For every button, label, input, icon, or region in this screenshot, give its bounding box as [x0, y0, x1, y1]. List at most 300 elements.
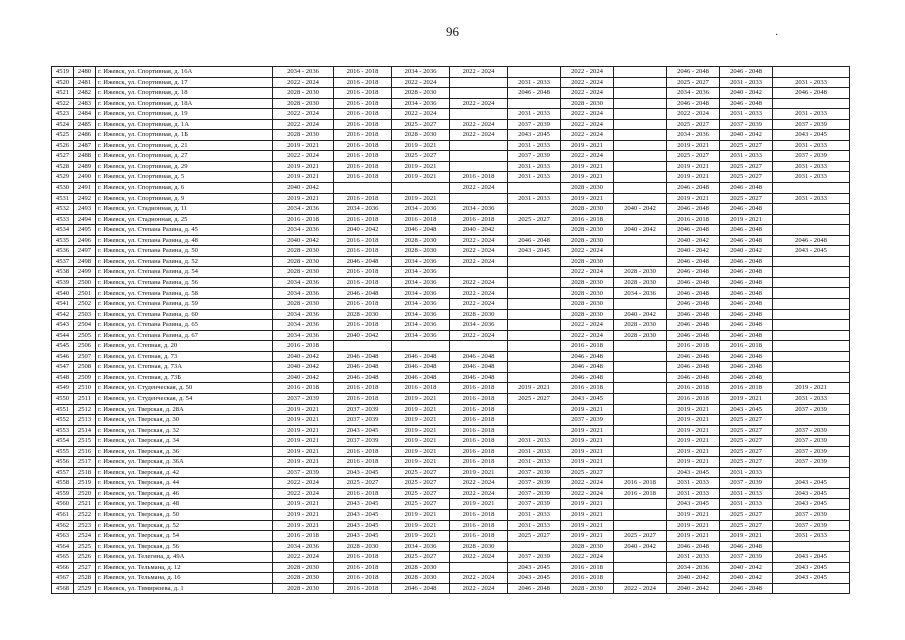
- period-cell: 2031 - 2033: [720, 109, 773, 120]
- row-number-cell: 2528: [74, 573, 96, 584]
- period-cell: 2022 - 2024: [561, 330, 614, 341]
- period-cell: 2016 - 2018: [334, 246, 392, 257]
- period-cell: 2046 - 2048: [720, 362, 773, 373]
- period-cell: [614, 109, 667, 120]
- row-number-cell: 2523: [74, 520, 96, 531]
- period-cell: 2040 - 2042: [720, 130, 773, 141]
- address-cell: г. Ижевск, ул. Тверская, д. 30: [96, 415, 273, 426]
- period-cell: [773, 67, 850, 78]
- row-number-cell: 2489: [74, 161, 96, 172]
- table-row: [52, 140, 850, 151]
- row-index-cell: 4522: [52, 98, 74, 109]
- table-row: [52, 98, 850, 109]
- period-cell: 2031 - 2033: [508, 109, 561, 120]
- period-cell: 2031 - 2033: [720, 77, 773, 88]
- period-cell: 2037 - 2039: [561, 415, 614, 426]
- row-index-cell: 4554: [52, 436, 74, 447]
- row-number-cell: 2496: [74, 235, 96, 246]
- period-cell: 2034 - 2036: [392, 204, 450, 215]
- period-cell: 2028 - 2030: [392, 562, 450, 573]
- row-number-cell: 2512: [74, 404, 96, 415]
- period-cell: 2019 - 2021: [561, 436, 614, 447]
- period-cell: 2034 - 2036: [273, 309, 334, 320]
- period-cell: 2043 - 2045: [720, 404, 773, 415]
- period-cell: [773, 583, 850, 594]
- row-index-cell: 4545: [52, 341, 74, 352]
- period-cell: 2022 - 2024: [667, 109, 720, 120]
- period-cell: 2016 - 2018: [450, 404, 508, 415]
- row-index-cell: 4564: [52, 541, 74, 552]
- period-cell: 2028 - 2030: [561, 288, 614, 299]
- period-cell: 2019 - 2021: [273, 446, 334, 457]
- period-cell: 2043 - 2045: [508, 562, 561, 573]
- scan-dot: ·: [775, 30, 779, 41]
- period-cell: 2034 - 2036: [392, 288, 450, 299]
- table-row: [52, 172, 850, 183]
- row-number-cell: 2482: [74, 88, 96, 99]
- period-cell: 2046 - 2048: [667, 299, 720, 310]
- period-cell: [773, 214, 850, 225]
- row-index-cell: 4559: [52, 488, 74, 499]
- row-number-cell: 2511: [74, 393, 96, 404]
- period-cell: 2043 - 2045: [773, 499, 850, 510]
- table-row: [52, 277, 850, 288]
- table-row: [52, 330, 850, 341]
- period-cell: [614, 235, 667, 246]
- period-cell: 2019 - 2021: [273, 425, 334, 436]
- period-cell: 2016 - 2018: [334, 277, 392, 288]
- row-index-cell: 4543: [52, 320, 74, 331]
- period-cell: 2022 - 2024: [614, 583, 667, 594]
- table-row: [52, 256, 850, 267]
- row-number-cell: 2486: [74, 130, 96, 141]
- period-cell: 2046 - 2048: [667, 98, 720, 109]
- address-cell: г. Ижевск, ул. Степана Разина, д. 58: [96, 288, 273, 299]
- period-cell: [614, 457, 667, 468]
- period-cell: 2025 - 2027: [667, 119, 720, 130]
- period-cell: 2037 - 2039: [720, 552, 773, 563]
- period-cell: 2031 - 2033: [773, 193, 850, 204]
- period-cell: [614, 88, 667, 99]
- address-cell: г. Ижевск, ул. Спортивная, д. 29: [96, 161, 273, 172]
- period-cell: 2019 - 2021: [561, 499, 614, 510]
- period-cell: 2037 - 2039: [334, 415, 392, 426]
- period-cell: 2019 - 2021: [561, 509, 614, 520]
- period-cell: 2028 - 2030: [561, 183, 614, 194]
- period-cell: 2025 - 2027: [720, 415, 773, 426]
- period-cell: 2022 - 2024: [561, 320, 614, 331]
- period-cell: [773, 98, 850, 109]
- address-cell: г. Ижевск, ул. Тимирязева, д. 1: [96, 583, 273, 594]
- period-cell: 2016 - 2018: [273, 383, 334, 394]
- row-number-cell: 2493: [74, 204, 96, 215]
- period-cell: [508, 425, 561, 436]
- address-cell: г. Ижевск, ул. Спортивная, д. 5: [96, 172, 273, 183]
- period-cell: 2037 - 2039: [773, 151, 850, 162]
- period-cell: 2037 - 2039: [508, 552, 561, 563]
- period-cell: 2046 - 2048: [720, 204, 773, 215]
- period-cell: 2022 - 2024: [561, 77, 614, 88]
- period-cell: 2022 - 2024: [450, 235, 508, 246]
- period-cell: 2022 - 2024: [561, 151, 614, 162]
- period-cell: 2034 - 2036: [450, 320, 508, 331]
- period-cell: 2019 - 2021: [561, 193, 614, 204]
- period-cell: 2019 - 2021: [392, 520, 450, 531]
- period-cell: 2046 - 2048: [720, 183, 773, 194]
- period-cell: 2034 - 2036: [273, 225, 334, 236]
- period-cell: 2022 - 2024: [273, 119, 334, 130]
- table-row: [52, 404, 850, 415]
- period-cell: 2019 - 2021: [392, 404, 450, 415]
- period-cell: 2046 - 2048: [508, 583, 561, 594]
- period-cell: 2019 - 2021: [667, 531, 720, 542]
- period-cell: 2022 - 2024: [561, 478, 614, 489]
- period-cell: 2028 - 2030: [561, 235, 614, 246]
- address-cell: г. Ижевск, ул. Тверская, д. 50: [96, 509, 273, 520]
- period-cell: 2016 - 2018: [450, 425, 508, 436]
- period-cell: 2022 - 2024: [273, 552, 334, 563]
- period-cell: 2019 - 2021: [273, 509, 334, 520]
- period-cell: 2037 - 2039: [508, 478, 561, 489]
- period-cell: [450, 151, 508, 162]
- period-cell: 2016 - 2018: [334, 67, 392, 78]
- period-cell: [614, 552, 667, 563]
- period-cell: 2046 - 2048: [720, 541, 773, 552]
- period-cell: 2025 - 2027: [392, 151, 450, 162]
- period-cell: 2016 - 2018: [334, 214, 392, 225]
- period-cell: 2040 - 2042: [273, 372, 334, 383]
- period-cell: 2046 - 2048: [720, 288, 773, 299]
- period-cell: 2019 - 2021: [667, 509, 720, 520]
- period-cell: [773, 320, 850, 331]
- period-cell: [614, 436, 667, 447]
- period-cell: 2019 - 2021: [273, 415, 334, 426]
- period-cell: [773, 183, 850, 194]
- period-cell: [450, 341, 508, 352]
- address-cell: г. Ижевск, ул. Спортивная, д. 1А: [96, 119, 273, 130]
- address-cell: г. Ижевск, ул. Степная, д. 73Б: [96, 372, 273, 383]
- table-row: [52, 299, 850, 310]
- period-cell: 2040 - 2042: [273, 235, 334, 246]
- period-cell: 2037 - 2039: [508, 488, 561, 499]
- table-row: [52, 393, 850, 404]
- period-cell: 2022 - 2024: [450, 246, 508, 257]
- period-cell: 2019 - 2021: [773, 383, 850, 394]
- address-cell: г. Ижевск, ул. Степана Разина, д. 45: [96, 225, 273, 236]
- row-index-cell: 4532: [52, 204, 74, 215]
- period-cell: 2019 - 2021: [273, 193, 334, 204]
- period-cell: 2031 - 2033: [667, 552, 720, 563]
- table-row: [52, 436, 850, 447]
- period-cell: 2034 - 2036: [392, 67, 450, 78]
- period-cell: 2040 - 2042: [720, 246, 773, 257]
- period-cell: [614, 183, 667, 194]
- row-index-cell: 4536: [52, 246, 74, 257]
- period-cell: 2028 - 2030: [273, 299, 334, 310]
- period-cell: 2037 - 2039: [508, 467, 561, 478]
- row-index-cell: 4527: [52, 151, 74, 162]
- period-cell: 2016 - 2018: [450, 531, 508, 542]
- address-cell: г. Ижевск, ул. Тельмана, д. 16: [96, 573, 273, 584]
- period-cell: 2028 - 2030: [392, 573, 450, 584]
- row-number-cell: 2505: [74, 330, 96, 341]
- period-cell: 2016 - 2018: [334, 383, 392, 394]
- period-cell: 2046 - 2048: [667, 372, 720, 383]
- period-cell: 2019 - 2021: [561, 425, 614, 436]
- row-number-cell: 2485: [74, 119, 96, 130]
- period-cell: 2031 - 2033: [508, 457, 561, 468]
- period-cell: [614, 161, 667, 172]
- period-cell: [614, 425, 667, 436]
- period-cell: 2046 - 2048: [720, 372, 773, 383]
- period-cell: 2016 - 2018: [273, 531, 334, 542]
- period-cell: 2019 - 2021: [392, 509, 450, 520]
- period-cell: 2043 - 2045: [773, 246, 850, 257]
- period-cell: [614, 467, 667, 478]
- address-cell: г. Ижевск, ул. Степана Разина, д. 48: [96, 235, 273, 246]
- period-cell: 2019 - 2021: [561, 520, 614, 531]
- period-cell: 2019 - 2021: [561, 140, 614, 151]
- row-index-cell: 4553: [52, 425, 74, 436]
- period-cell: 2046 - 2048: [392, 372, 450, 383]
- row-index-cell: 4552: [52, 415, 74, 426]
- period-cell: 2034 - 2036: [273, 320, 334, 331]
- period-cell: 2046 - 2048: [720, 277, 773, 288]
- row-number-cell: 2502: [74, 299, 96, 310]
- period-cell: 2046 - 2048: [334, 351, 392, 362]
- period-cell: 2034 - 2036: [273, 204, 334, 215]
- period-cell: 2034 - 2036: [667, 130, 720, 141]
- period-cell: 2019 - 2021: [561, 457, 614, 468]
- period-cell: [508, 330, 561, 341]
- period-cell: 2031 - 2033: [720, 467, 773, 478]
- period-cell: 2016 - 2018: [334, 77, 392, 88]
- period-cell: 2037 - 2039: [773, 446, 850, 457]
- period-cell: [508, 256, 561, 267]
- period-cell: 2022 - 2024: [450, 299, 508, 310]
- period-cell: [450, 161, 508, 172]
- row-index-cell: 4530: [52, 183, 74, 194]
- period-cell: [773, 277, 850, 288]
- period-cell: 2022 - 2024: [273, 77, 334, 88]
- table-row: [52, 573, 850, 584]
- row-index-cell: 4524: [52, 119, 74, 130]
- period-cell: 2037 - 2039: [773, 404, 850, 415]
- period-cell: [614, 393, 667, 404]
- period-cell: [614, 415, 667, 426]
- table-row: [52, 193, 850, 204]
- period-cell: [508, 309, 561, 320]
- period-cell: 2028 - 2030: [273, 562, 334, 573]
- address-cell: г. Ижевск, ул. Степана Разина, д. 56: [96, 277, 273, 288]
- address-cell: г. Ижевск, ул. Спортивная, д. 19: [96, 109, 273, 120]
- period-cell: 2016 - 2018: [450, 393, 508, 404]
- period-cell: 2040 - 2042: [720, 573, 773, 584]
- period-cell: 2046 - 2048: [720, 351, 773, 362]
- period-cell: 2043 - 2045: [334, 509, 392, 520]
- period-cell: 2022 - 2024: [273, 478, 334, 489]
- row-index-cell: 4565: [52, 552, 74, 563]
- address-cell: г. Ижевск, ул. Стадионная, д. 25: [96, 214, 273, 225]
- period-cell: [508, 288, 561, 299]
- period-cell: [450, 77, 508, 88]
- table-row: [52, 267, 850, 278]
- period-cell: [450, 562, 508, 573]
- period-cell: 2046 - 2048: [667, 362, 720, 373]
- period-cell: 2046 - 2048: [720, 98, 773, 109]
- period-cell: 2019 - 2021: [561, 531, 614, 542]
- period-cell: 2028 - 2030: [561, 256, 614, 267]
- row-number-cell: 2492: [74, 193, 96, 204]
- period-cell: 2034 - 2036: [392, 277, 450, 288]
- period-cell: 2046 - 2048: [334, 372, 392, 383]
- period-cell: 2034 - 2036: [667, 88, 720, 99]
- period-cell: [614, 372, 667, 383]
- period-cell: 2034 - 2036: [667, 562, 720, 573]
- table-row: [52, 415, 850, 426]
- period-cell: 2043 - 2045: [773, 562, 850, 573]
- period-cell: 2016 - 2018: [334, 161, 392, 172]
- period-cell: 2019 - 2021: [667, 520, 720, 531]
- address-cell: г. Ижевск, ул. Тверская, д. 48: [96, 499, 273, 510]
- period-cell: 2040 - 2042: [614, 309, 667, 320]
- period-cell: 2028 - 2030: [561, 309, 614, 320]
- period-cell: 2022 - 2024: [450, 119, 508, 130]
- row-index-cell: 4519: [52, 67, 74, 78]
- period-cell: [773, 341, 850, 352]
- row-number-cell: 2529: [74, 583, 96, 594]
- period-cell: 2037 - 2039: [773, 520, 850, 531]
- period-cell: 2040 - 2042: [273, 362, 334, 373]
- address-cell: г. Ижевск, ул. Тверская, д. 54: [96, 531, 273, 542]
- table-row: [52, 509, 850, 520]
- period-cell: [614, 351, 667, 362]
- period-cell: 2046 - 2048: [667, 204, 720, 215]
- row-number-cell: 2518: [74, 467, 96, 478]
- period-cell: 2019 - 2021: [720, 393, 773, 404]
- period-cell: [614, 140, 667, 151]
- period-cell: [773, 362, 850, 373]
- row-number-cell: 2499: [74, 267, 96, 278]
- table-row: [52, 499, 850, 510]
- period-cell: 2031 - 2033: [773, 77, 850, 88]
- period-cell: 2028 - 2030: [450, 309, 508, 320]
- period-cell: 2022 - 2024: [561, 88, 614, 99]
- period-cell: 2016 - 2018: [450, 436, 508, 447]
- period-cell: 2028 - 2030: [561, 541, 614, 552]
- period-cell: 2022 - 2024: [561, 488, 614, 499]
- period-cell: [508, 299, 561, 310]
- period-cell: 2019 - 2021: [561, 161, 614, 172]
- period-cell: [508, 183, 561, 194]
- period-cell: 2046 - 2048: [720, 299, 773, 310]
- period-cell: 2025 - 2027: [720, 172, 773, 183]
- period-cell: 2028 - 2030: [450, 541, 508, 552]
- period-cell: 2025 - 2027: [334, 478, 392, 489]
- period-cell: 2046 - 2048: [667, 183, 720, 194]
- table-row: [52, 372, 850, 383]
- period-cell: 2025 - 2027: [561, 467, 614, 478]
- period-cell: [614, 67, 667, 78]
- address-cell: г. Ижевск, ул. Степана Разина, д. 60: [96, 309, 273, 320]
- period-cell: 2019 - 2021: [273, 436, 334, 447]
- period-cell: 2043 - 2045: [773, 130, 850, 141]
- period-cell: 2016 - 2018: [334, 446, 392, 457]
- row-number-cell: 2515: [74, 436, 96, 447]
- period-cell: 2022 - 2024: [450, 478, 508, 489]
- row-number-cell: 2513: [74, 415, 96, 426]
- period-cell: 2028 - 2030: [392, 235, 450, 246]
- period-cell: 2019 - 2021: [667, 446, 720, 457]
- row-number-cell: 2509: [74, 372, 96, 383]
- period-cell: 2046 - 2048: [667, 541, 720, 552]
- period-cell: 2037 - 2039: [773, 436, 850, 447]
- period-cell: 2016 - 2018: [334, 98, 392, 109]
- table-row: [52, 77, 850, 88]
- period-cell: [773, 415, 850, 426]
- row-number-cell: 2490: [74, 172, 96, 183]
- period-cell: 2034 - 2036: [392, 541, 450, 552]
- period-cell: [614, 119, 667, 130]
- period-cell: 2016 - 2018: [273, 341, 334, 352]
- period-cell: 2025 - 2027: [392, 467, 450, 478]
- period-cell: 2022 - 2024: [392, 77, 450, 88]
- period-cell: 2037 - 2039: [720, 478, 773, 489]
- period-cell: 2025 - 2027: [720, 457, 773, 468]
- address-cell: г. Ижевск, ул. Тверская, д. 36А: [96, 457, 273, 468]
- table-row: [52, 119, 850, 130]
- period-cell: 2019 - 2021: [667, 172, 720, 183]
- period-cell: 2043 - 2045: [334, 531, 392, 542]
- period-cell: 2043 - 2045: [773, 552, 850, 563]
- period-cell: 2016 - 2018: [561, 573, 614, 584]
- row-number-cell: 2494: [74, 214, 96, 225]
- address-cell: г. Ижевск, ул. Тверская, д. 46: [96, 488, 273, 499]
- row-number-cell: 2495: [74, 225, 96, 236]
- address-cell: г. Ижевск, ул. Спортивная, д. 1Б: [96, 130, 273, 141]
- row-number-cell: 2501: [74, 288, 96, 299]
- period-cell: 2031 - 2033: [508, 161, 561, 172]
- table-row: [52, 151, 850, 162]
- period-cell: 2028 - 2030: [273, 98, 334, 109]
- row-index-cell: 4529: [52, 172, 74, 183]
- address-cell: г. Ижевск, ул. Тверская, д. 52: [96, 520, 273, 531]
- period-cell: 2046 - 2048: [667, 267, 720, 278]
- period-cell: 2028 - 2030: [561, 583, 614, 594]
- row-number-cell: 2510: [74, 383, 96, 394]
- period-cell: 2016 - 2018: [450, 457, 508, 468]
- period-cell: [773, 299, 850, 310]
- period-cell: 2022 - 2024: [450, 98, 508, 109]
- period-cell: 2019 - 2021: [392, 161, 450, 172]
- period-cell: 2025 - 2027: [720, 520, 773, 531]
- schedule-table: [51, 66, 850, 594]
- period-cell: 2019 - 2021: [273, 161, 334, 172]
- table-row: [52, 246, 850, 257]
- period-cell: 2019 - 2021: [667, 425, 720, 436]
- period-cell: 2025 - 2027: [614, 531, 667, 542]
- address-cell: г. Ижевск, ул. Степана Разина, д. 67: [96, 330, 273, 341]
- period-cell: 2019 - 2021: [392, 393, 450, 404]
- period-cell: 2046 - 2048: [720, 583, 773, 594]
- period-cell: 2043 - 2045: [334, 499, 392, 510]
- period-cell: 2016 - 2018: [334, 119, 392, 130]
- period-cell: 2034 - 2036: [392, 98, 450, 109]
- table-row: [52, 183, 850, 194]
- period-cell: 2025 - 2027: [720, 193, 773, 204]
- period-cell: 2043 - 2045: [508, 130, 561, 141]
- period-cell: 2016 - 2018: [334, 393, 392, 404]
